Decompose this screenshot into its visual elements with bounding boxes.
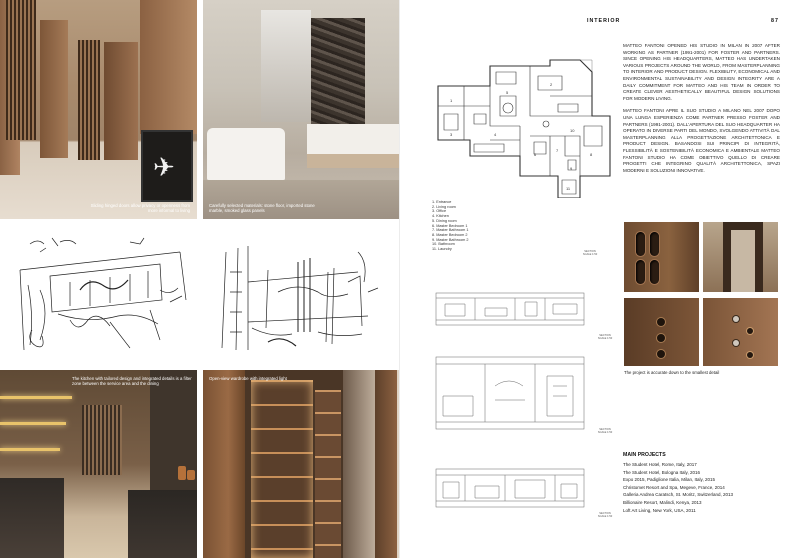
floor-plan xyxy=(430,56,615,203)
photo-hallway xyxy=(0,0,197,219)
project-item: The Student Hotel, Rome, Italy, 2017 xyxy=(623,462,697,467)
plan-label: 10 xyxy=(570,128,575,133)
legend-item: 2. Living room xyxy=(432,204,456,209)
plan-label: 2 xyxy=(550,82,553,87)
plan-label: 9 xyxy=(570,166,573,171)
stone-inset xyxy=(731,230,755,292)
legend-item: 3. Office xyxy=(432,209,447,214)
round-knob xyxy=(733,340,739,346)
round-hole xyxy=(657,350,665,358)
plan-label: 7 xyxy=(556,148,559,153)
legend-item: 7. Master Bathroom 1 xyxy=(432,228,469,233)
round-knob xyxy=(733,316,739,322)
wall-panel xyxy=(40,20,68,158)
slot-opening xyxy=(636,232,645,256)
wood-screen xyxy=(6,0,36,140)
detail-photo-holes xyxy=(624,298,699,366)
main-projects-list xyxy=(623,461,733,514)
main-projects-title: MAIN PROJECTS xyxy=(623,452,666,458)
copper-jar xyxy=(178,466,186,480)
wood-column xyxy=(375,370,397,558)
wall-panel xyxy=(140,0,197,134)
photo-wardrobe xyxy=(203,370,400,558)
legend-item: 6. Master Bedroom 1 xyxy=(432,223,468,228)
legend-item: 8. Master Bedroom 2 xyxy=(432,232,468,237)
round-hole xyxy=(657,334,665,342)
intro-italian: MATTEO FANTONI APRE IL SUO STUDIO A MILANO NEL 2007 DOPO UNA LUNGA ESPERIENZA COME PARTNER PRESSO FOSTER AND PARTNERS (1991-2001). DALL'APERTURA DEL SUO HEADQUARTER HA OPERATO IN DIVERSE PARTI DEL MONDO, SVOLGENDO ATTIVITÀ DAL MASTERPLANNING ALLA PROGETTAZIONE ARCHITETTONICA E PRODUCT DESIGN. BASANDOSI SUI PRINCIPI DI INTEGRITÀ, FLESSIBILITÀ E SOSTENIBILITÀ ECONOMICA E AMBIENTALE MATTEO FANTONI STUDIO HA COME OBIETTIVO QUELLO DI CREARE PROGETTI CHE INTEGRINO QUALITÀ ARCHITETTONICA, SPAZI MODERNI E SOLUZIONI INNOVATIVE. xyxy=(623,108,780,173)
caption-hallway: Sliding hinged doors allow privacy or openness from more informal to living xyxy=(90,203,190,214)
lit-shelf xyxy=(0,422,66,425)
round-hole xyxy=(657,318,665,326)
section-elevation-2 xyxy=(435,356,585,435)
project-item: Galleria Andrea Caratsch, St. Moritz, Switzerland, 2013 xyxy=(623,492,734,498)
caption-bathroom: Carefully selected materials: stone floor, imported stone marble, smoked glass panels xyxy=(209,203,315,214)
legend-item: 1. Entrance xyxy=(432,200,452,204)
slot-opening xyxy=(636,260,645,284)
lit-shelving xyxy=(251,380,313,558)
bathtub xyxy=(207,128,285,180)
caption-details: The project is accurate down to the smallest detail xyxy=(624,370,720,375)
round-knob xyxy=(747,328,753,334)
project-item: Christomet Resort and Spa, Megeve, France, 2014 xyxy=(623,484,725,490)
slot-opening xyxy=(650,260,659,284)
plan-label: 1 xyxy=(450,98,453,103)
slot-opening xyxy=(650,232,659,256)
elevation-tag: SECTION SCALE 1:50 xyxy=(582,250,598,257)
detail-photo-frame xyxy=(703,222,778,292)
plan-label: 11 xyxy=(566,186,571,191)
elevation-tag: SECTION SCALE 1:50 xyxy=(597,334,613,341)
wood-screen xyxy=(82,405,122,475)
vanity xyxy=(307,124,400,154)
caption-wardrobe: Open-view wardrobe with integrated light xyxy=(209,376,287,381)
airplane-icon: ✈ xyxy=(153,152,175,182)
elevation-tag: SECTION SCALE 1:50 xyxy=(597,512,613,519)
project-item: The Student Hotel, Bologna Italy, 2016 xyxy=(623,469,700,475)
caption-kitchen: The kitchen with tailored design and integrated details is a filter zone between the service area and the dining xyxy=(72,376,192,387)
counter-right xyxy=(128,490,197,558)
page-number: 87 xyxy=(771,18,779,24)
lit-shelf xyxy=(0,448,60,451)
wood-screen xyxy=(78,40,100,160)
photo-kitchen xyxy=(0,370,197,558)
right-page xyxy=(400,0,800,558)
legend-item: 11. Laundry xyxy=(432,247,452,252)
sketch-interior xyxy=(208,232,393,360)
detail-photo-slots xyxy=(624,222,699,292)
wardrobe-door xyxy=(203,370,245,558)
legend-item: 9. Master Bathroom 2 xyxy=(432,237,469,242)
photo-bathroom xyxy=(203,0,400,219)
wall-panel xyxy=(104,42,138,160)
legend-item: 5. Dining room xyxy=(432,218,457,223)
section-elevation-1 xyxy=(435,292,585,331)
plan-label: 5 xyxy=(506,90,509,95)
round-knob xyxy=(747,352,753,358)
plan-label: 3 xyxy=(450,132,453,137)
section-header: INTERIOR xyxy=(587,18,621,24)
detail-photo-knobs xyxy=(703,298,778,366)
mirror xyxy=(261,10,311,122)
legend-item: 10. Bathroom xyxy=(432,242,455,247)
airplane-artwork xyxy=(141,130,193,202)
marble-wall xyxy=(311,18,365,128)
section-elevation-3 xyxy=(435,468,585,513)
intro-text xyxy=(623,43,780,180)
lit-shelving xyxy=(315,390,341,558)
plan-label: 4 xyxy=(494,132,497,137)
plan-label: 6 xyxy=(534,152,537,157)
sketch-living xyxy=(10,230,195,360)
project-item: Loft Art Living, New York, USA, 2011 xyxy=(623,507,696,513)
elevation-tag: SECTION SCALE 1:50 xyxy=(597,428,613,435)
plan-label: 8 xyxy=(590,152,593,157)
project-item: Billionaire Resort, Malindi, Kenya, 2013 xyxy=(623,499,702,505)
counter-left xyxy=(0,478,64,558)
intro-english: MATTEO FANTONI OPENED HIS STUDIO IN MILAN IN 2007 AFTER WORKING AS PARTNER (1991-2001) FOR FOSTER AND PARTNERS. SINCE OPENING HIS HEADQUARTERS, MATTEO HAS UNDERTAKEN VARIOUS PROJECTS AROUND THE WORLD, FROM MASTERPLANNING TO INTERIOR AND PRODUCT DESIGN. FLEXIBILITY, ECONOMICAL AND ENVIRONMENTAL SUSTAINABILITY AND DESIGN INTEGRITY ARE A DAILY COMMITMENT FOR MATTEO AND HIS TEAM IN ORDER TO CREATE CLEVER AESTHETICALLY BEAUTIFUL DESIGN SOLUTIONS FOR MODERN LIVING. xyxy=(623,43,780,101)
lit-shelf xyxy=(0,396,72,399)
copper-jar xyxy=(187,470,195,480)
legend-item: 4. Kitchen xyxy=(432,214,449,219)
project-item: Expo 2015, Padiglione Italia, Milan, Italy, 2015 xyxy=(623,477,715,483)
plan-legend xyxy=(432,200,469,252)
vanity-base xyxy=(307,154,400,168)
